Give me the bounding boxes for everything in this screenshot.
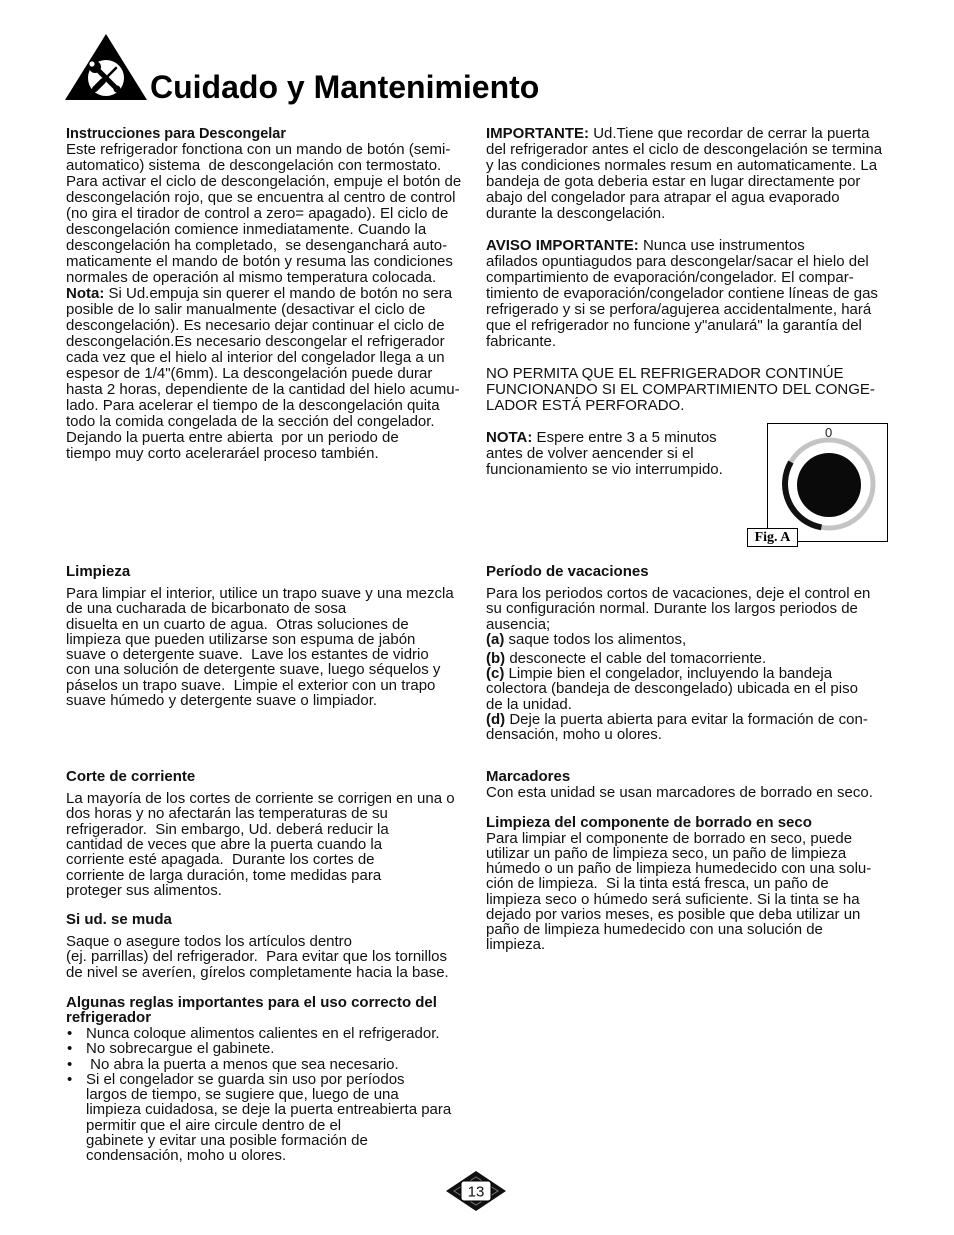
step-label: (c): [486, 665, 505, 683]
list-item: • No abra la puerta a menos que sea necesario.: [66, 1057, 451, 1072]
control-dial-icon: [768, 424, 887, 541]
step-text: saque todos los alimentos,: [504, 631, 687, 648]
vacation-steps: [486, 632, 868, 742]
warning-text: Nunca use instrumentos afilados opuntiagudos para descongelar/sacar el hielo del compartimiento de evaporación/congelador. El compar- timiento de evaporación/congelador contiene líneas de gas refrigerado y si se perfora/agujerea accidentalmente, hará que el refrigerador no funcione y"anulará" la garantía del fabricante.: [486, 237, 878, 350]
step-label: (a): [486, 631, 505, 648]
vacation-step-c: [486, 666, 868, 712]
step-text: Deje la puerta abierta para evitar la formación de con- densación, moho u olores.: [486, 710, 868, 744]
restart-note-label: NOTA:: [486, 429, 533, 446]
warning-label: AVISO IMPORTANTE:: [486, 237, 639, 254]
page-number-badge: [445, 1170, 507, 1212]
restart-note-text: Espere entre 3 a 5 minutos antes de volver aencender si el funcionamiento se vio interrumpido.: [486, 429, 723, 478]
page-number: 13: [467, 1183, 485, 1201]
power-outage-body: La mayoría de los cortes de corriente se corrigen en una o dos horas y no afectarán las temperaturas de su refrigerador. Sin embargo, Ud. deberá reducir la cantidad de veces que abre la puerta cuando la corriente esté apagada. Durante los cortes de corriente de larga duración, tome medidas para proteger sus alimentos.: [66, 790, 455, 899]
warning-notice: [486, 238, 878, 350]
power-outage-heading: Corte de corriente: [66, 768, 196, 785]
step-label: (d): [486, 710, 506, 728]
list-item: • Si el congelador se guarda sin uso por períodos largos de tiempo, se sugiere que, luego de una limpieza cuidadosa, se deje la puerta entreabierta para permitir que el aire circule dentro de el gabinete y evitar una posible formación de condensación, moho u olores.: [66, 1072, 451, 1164]
step-text: desconecte el cable del tomacorriente.: [505, 650, 767, 667]
dial-knob: [797, 453, 861, 517]
restart-note: [486, 430, 723, 478]
dial-zero-mark: 0: [825, 425, 833, 440]
wrench-screwdriver-icon: [60, 30, 152, 106]
defrost-note-text: Si Ud.empuja sin querer el mando de botón no sera posible de lo salir manualmente (desactivar el ciclo de descongelación). Es necesario dejar continuar el ciclo de descongelación.Es necesario descongelar el refrigerador cada vez que el hielo al interior del congelador llega a un espesor de 1/4"(6mm). La descongelación puede durar hasta 2 horas, dependiente de la cantidad del hielo acumu- lado. Para acelerar el tiempo de la descongelación quita todo la comida congelada de la sección del congelador. Dejando la puerta entre abierta por un periodo de tiempo muy corto aceleraráel proceso también.: [66, 285, 460, 462]
defrost-note-label: Nota:: [66, 285, 105, 302]
rules-heading: Algunas reglas importantes para el uso correcto del refrigerador: [66, 994, 437, 1027]
markers-heading: Marcadores: [486, 768, 571, 785]
moving-body: Saque o asegure todos los artículos dentro (ej. parrillas) del refrigerador. Para evitar que los tornillos de nivel se averíen, gírelos completamente hacia la base.: [66, 933, 449, 981]
vacation-step-d: [486, 712, 868, 742]
list-item: • Nunca coloque alimentos calientes en el refrigerador.: [66, 1026, 451, 1041]
important-text: Ud.Tiene que recordar de cerrar la puerta del refrigerador antes el ciclo de descongelación se termina y las condiciones normales resum en automaticamente. La bandeja de gota deberia estar en lugar directamente por abajo del congelador para atrapar el agua evaporado durante la descongelación.: [486, 125, 883, 222]
defrost-body: Este refrigerador fonctiona con un mando de botón (semi- automatico) sistema de descongelación con termostato. Para activar el ciclo de descongelación, empuje el botón de descongelación rojo, que se encuentra al centro de control (no gira el tirador de control a zero= apagado). El ciclo de descongelación comience inmediatamente. Cuando la descongelación ha completado, se desenganchará auto- maticamente el mando de botón y resuma las condiciones normales de operación al mismo temperatura colocada.: [66, 141, 462, 286]
defrost-note: [66, 286, 460, 462]
vacation-heading: Período de vacaciones: [486, 563, 649, 580]
cleaning-body: Para limpiar el interior, utilice un trapo suave y una mezcla de una cucharada de bicarbonato de sosa disuelta en un cuarto de agua. Otras soluciones de limpieza que pueden utilizarse son espuma de jabón suave o detergente suave. Lave los estantes de vidrio con una solución de detergente suave, luego séquelos y páselos un trapo suave. Limpie el exterior con un trapo suave húmedo y detergente suave o limpiador.: [66, 585, 454, 710]
dry-erase-body: Para limpiar el componente de borrado en seco, puede utilizar un paño de limpieza seco, un paño de limpieza húmedo o un paño de limpieza humedecido con una solu- ción de limpieza. Si la tinta está fresca, un paño de limpieza seco o húmedo será suficiente. Si la tinta se ha dejado por varios meses, es posible que deba utilizar un paño de limpieza humedecido con una solución de limpieza.: [486, 830, 872, 954]
vacation-intro: Para los periodos cortos de vacaciones, deje el control en su configuración normal. Durante los largos periodos de ausencia;: [486, 585, 871, 633]
step-label: (b): [486, 650, 506, 667]
figure-a-frame: [767, 423, 888, 542]
important-notice: [486, 126, 882, 222]
vacation-step-b: [486, 651, 868, 666]
vacation-step-a: [486, 632, 868, 648]
caution-notice: NO PERMITA QUE EL REFRIGERADOR CONTINÚE FUNCIONANDO SI EL COMPARTIMIENTO DEL CONGE- LADOR ESTÁ PERFORADO.: [486, 365, 875, 414]
dry-erase-heading: Limpieza del componente de borrado en seco: [486, 814, 812, 831]
defrost-heading: Instrucciones para Descongelar: [66, 126, 286, 142]
moving-heading: Si ud. se muda: [66, 911, 172, 928]
important-label: IMPORTANTE:: [486, 125, 590, 142]
cleaning-heading: Limpieza: [66, 563, 131, 580]
page-title: Cuidado y Mantenimiento: [150, 69, 540, 105]
usage-rules-list: [66, 1026, 451, 1163]
figure-caption: Fig. A: [747, 528, 798, 547]
list-item: • No sobrecargue el gabinete.: [66, 1041, 451, 1056]
step-text: Limpie bien el congelador, incluyendo la bandeja colectora (bandeja de descongelado) ubicada en el piso de la unidad.: [486, 665, 858, 713]
markers-body: Con esta unidad se usan marcadores de borrado en seco.: [486, 784, 873, 801]
